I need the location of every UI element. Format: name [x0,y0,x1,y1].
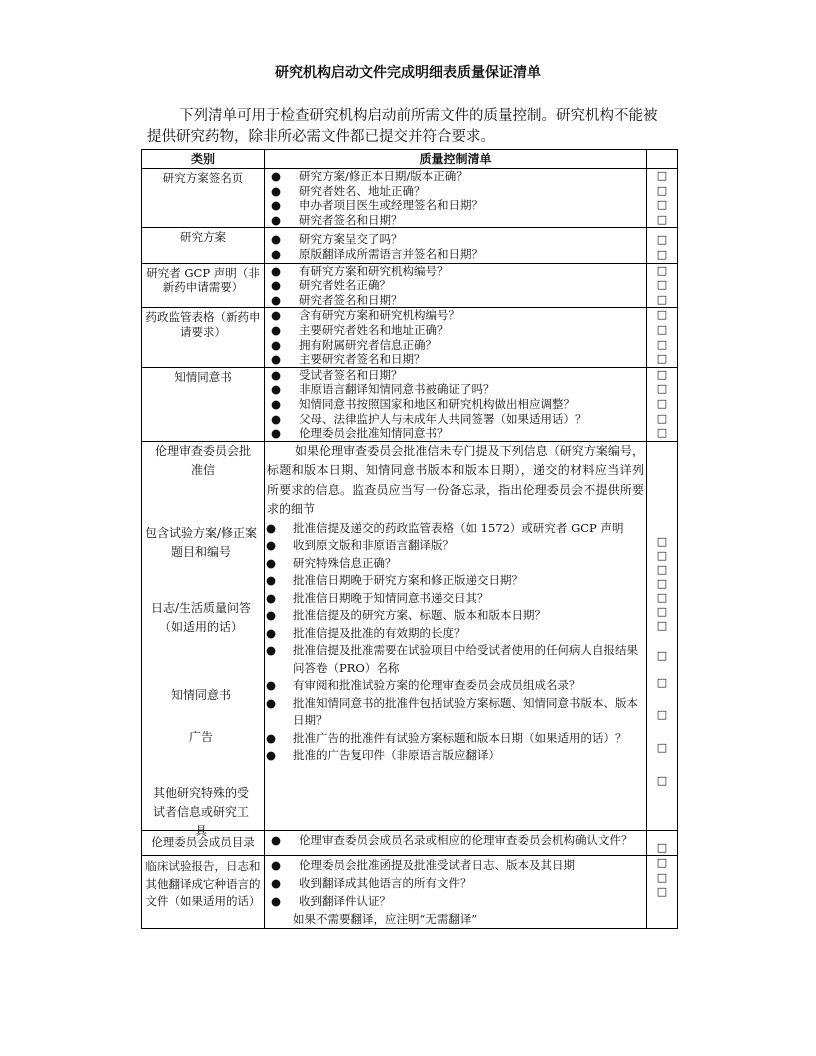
checklist-item-text: 伦理审查委员会成员名录或相应的伦理审查委员会机构确认文件？ [299,832,633,847]
ethics-sublabel: 包含试验方案/修正案题目和编号 [144,525,258,559]
bullet-icon: ● [266,643,277,658]
members-row-items-cell [265,830,647,856]
checklist-item [265,520,646,538]
bullet-icon: ● [266,748,277,763]
checklist-item [265,308,646,323]
section-row-category: 研究者 GCP 声明（非新药申请需要） [142,263,265,308]
checklist-item [265,323,646,338]
section-row-items [265,368,646,441]
section-row-category: 药政监管表格（新药申请要求） [142,308,265,367]
checkbox[interactable]: □ [656,308,668,322]
checkbox[interactable]: □ [656,856,668,870]
checklist-item [265,247,646,262]
checklist-item-text: 原版翻译成所需语言并签名和日期？ [299,246,483,261]
section-row-items [265,308,646,366]
checkbox[interactable]: □ [656,337,668,351]
bullet-icon: ● [271,292,282,307]
checklist-item [265,169,646,184]
checklist-item-text: 研究特殊信息正确？ [293,555,397,570]
section-row-check-cell [647,169,678,228]
bullet-icon: ● [271,212,282,227]
checklist-item-text: 批准的广告复印件（非原语言版应翻译） [293,748,500,763]
translation-row-items-cell [265,856,647,929]
checkbox[interactable]: □ [656,590,668,604]
bullet-icon: ● [271,263,282,278]
section-row-items [265,232,646,261]
bullet-icon: ● [266,555,277,570]
bullet-icon: ● [271,169,282,183]
bullet-icon: ● [271,232,282,247]
checkbox[interactable]: □ [656,707,668,721]
checklist-item-text: 研究者签名和日期？ [299,212,403,227]
bullet-icon: ● [271,858,282,873]
checkbox[interactable]: □ [656,183,668,197]
bullet-icon: ● [271,198,282,213]
checklist-item-text: 有审阅和批准试验方案的伦理审查委员会成员组成名录？ [293,678,581,693]
checklist-item-text: 有研究方案和研究机构编号？ [299,263,449,278]
bullet-icon: ● [266,678,277,693]
bullet-icon: ● [271,322,282,337]
checklist-item-text: 批准知情同意书的批准件包括试验方案标题、知情同意书版本、版本日期？ [293,695,638,728]
checklist-item-text: 批准信日期晚于研究方案和修正版递交日期？ [293,573,523,588]
section-row-items-cell [265,169,647,228]
checklist-item-text: 研究方案/修正本日期/版本正确？ [299,169,468,183]
ethics-category: 伦理审查委员会批准信 [154,443,251,477]
ethics-category-cell [142,441,265,838]
checklist-item [265,426,646,441]
bullet-icon: ● [271,894,282,909]
members-row-check-cell [647,830,678,856]
bullet-icon: ● [271,367,282,382]
checklist-item [265,730,646,748]
header-category: 类别 [142,150,265,169]
checklist-item-text: 研究者签名和日期？ [299,292,403,307]
checkbox[interactable]: □ [656,396,668,410]
section-row-category: 研究方案 [142,228,265,263]
ethics-check-cell [647,441,678,830]
checklist-item-text: 批准信提及批准的有效期的长度？ [293,625,466,640]
checkbox[interactable]: □ [656,367,668,381]
members-row-items [265,831,646,850]
bullet-icon: ● [271,426,282,441]
translation-row-check-cell [647,856,678,929]
section-row [142,263,678,308]
ethics-row [142,441,678,830]
checklist-item-text: 拥有附属研究者信息正确？ [299,337,437,352]
checklist-item [265,831,646,850]
checklist-item [265,232,646,247]
section-row-check-cell [647,308,678,367]
checklist-item [265,264,646,279]
checkbox[interactable]: □ [656,411,668,425]
checkbox[interactable]: □ [656,263,668,277]
checklist-item-text: 含有研究方案和研究机构编号？ [299,308,460,323]
page-title: 研究机构启动文件完成明细表质量保证清单 [275,65,541,81]
translation-row [142,856,678,929]
ethics-sublabel: 其他研究特殊的受试者信息或研究工具 [152,785,249,838]
bullet-icon: ● [266,625,277,640]
checklist-item [265,555,646,573]
bullet-icon: ● [266,590,277,605]
checkbox[interactable]: □ [656,675,668,689]
checklist-item [265,747,646,765]
translation-row-note: 如果不需要翻译，应注明“无需翻译” [293,912,478,927]
checkbox[interactable]: □ [656,198,668,212]
bullet-icon: ● [271,832,282,847]
checklist-item [265,412,646,427]
checklist-item [265,695,646,730]
ethics-paragraph: 如果伦理审查委员会批准信未专门提及下列信息（研究方案编号，标题和版本日期、知情同意书版本和版本日期），递交的材料应当详列所要求的信息。监查员应当写一份备忘录，指出伦理委员会不提供所要求的细节 [267,443,644,517]
checklist-item-text: 批准广告的批准件有试验方案标题和版本日期（如果适用的话）？ [293,730,627,745]
translation-row-items [265,856,646,910]
checklist-item-text: 批准信提及批准需要在试验项目中给受试者使用的任何病人自报结果问答卷（PRO）名称 [293,643,638,675]
checklist-item-text: 研究方案呈交了吗？ [299,232,403,247]
checklist-item-text: 主要研究者签名和日期？ [299,352,426,367]
checkbox[interactable]: □ [656,773,668,787]
checklist-item [265,856,646,874]
checklist-item-text: 收到翻译成其他语言的所有文件？ [299,876,472,891]
section-row [142,308,678,367]
checkbox[interactable]: □ [656,534,668,548]
checkbox[interactable]: □ [656,740,668,754]
checklist-item [265,677,646,695]
bullet-icon: ● [271,352,282,367]
checklist-item [265,642,646,677]
checklist-item [265,874,646,892]
ethics-checklist-cell [265,441,647,830]
checklist-item [265,352,646,367]
translation-row-category: 临床试验报告，日志和其他翻译成它种语言的文件（如果适用的话） [142,856,265,929]
checkbox[interactable]: □ [656,576,668,590]
checklist-item [265,607,646,625]
bullet-icon: ● [266,730,277,745]
checklist-item-text: 伦理委员会批准函提及批准受试者日志、版本及其日期 [299,858,575,873]
checkbox[interactable]: □ [656,212,668,226]
bullet-icon: ● [271,183,282,198]
intro-paragraph: 下列清单可用于检查研究机构启动前所需文件的质量控制。研究机构不能被 提供研究药物，除非所必需文件都已提交并符合要求。 [147,108,658,145]
ethics-sublabel: 广告 [188,729,213,744]
section-row-items-cell [265,228,647,263]
section-row [142,228,678,263]
checklist-item-text: 批准信提及的研究方案、标题、版本和版本日期？ [293,608,546,623]
checkbox[interactable]: □ [656,352,668,366]
bullet-icon: ● [271,411,282,426]
checkbox[interactable]: □ [656,548,668,562]
section-row-category: 研究方案签名页 [142,169,265,228]
checklist-item-text: 研究者姓名正确？ [299,278,391,293]
checklist-item-text: 批准信日期晚于知情同意书递交日其？ [293,590,489,605]
members-row-category: 伦理委员会成员目录 [142,830,265,856]
header-check [647,150,678,169]
ethics-sublabel: 知情同意书 [170,687,231,702]
bullet-icon: ● [271,308,282,323]
bullet-icon: ● [271,382,282,397]
checkbox[interactable]: □ [656,604,668,618]
checklist-item [265,382,646,397]
ethics-sublabel: 日志/生活质量问答（如适用的话） [150,600,252,634]
checklist-item [265,892,646,910]
checklist-item-text: 受试者签名和日期？ [299,367,403,382]
checkbox[interactable]: □ [656,618,668,632]
bullet-icon: ● [271,396,282,411]
checklist-item-text: 非原语言翻译知情同意书被确证了吗？ [299,382,495,397]
checkbox[interactable]: □ [656,278,668,292]
checklist-item [265,625,646,643]
ethics-items [265,520,646,765]
checklist-item-text: 收到原文版和非原语言翻译版？ [293,538,454,553]
section-row [142,367,678,441]
checklist-item-text: 收到翻译件认证？ [299,894,391,909]
section-row-category: 知情同意书 [142,367,265,441]
checklist-item [265,338,646,353]
section-row-check-cell [647,367,678,441]
bullet-icon: ● [266,538,277,553]
bullet-icon: ● [271,876,282,891]
bullet-icon: ● [266,520,277,535]
bullet-icon: ● [266,573,277,588]
checklist-item [265,184,646,199]
checkbox[interactable]: □ [656,885,668,899]
checklist-item-text: 批准信提及递交的药政监管表格（如 1572）或研究者 GCP 声明 [293,520,624,535]
section-row-items-cell [265,367,647,441]
checkbox[interactable]: □ [656,562,668,576]
checklist-item-text: 伦理委员会批准知情同意书？ [299,426,449,441]
qc-checklist-table [141,149,678,929]
header-checklist: 质量控制清单 [265,150,647,169]
header-row [142,150,678,169]
section-row-check-cell [647,263,678,308]
checklist-item-text: 父母、法律监护人与未成年人共同签署（如果适用话）？ [299,411,587,426]
section-row [142,169,678,228]
checkbox[interactable]: □ [656,292,668,306]
checkbox[interactable]: □ [656,382,668,396]
checklist-item [265,293,646,308]
checkbox[interactable]: □ [656,870,668,884]
bullet-icon: ● [271,278,282,293]
section-row-check-cell [647,228,678,263]
checklist-item [265,572,646,590]
bullet-icon: ● [271,337,282,352]
section-row-items [265,169,646,227]
bullet-icon: ● [266,695,277,710]
checkbox[interactable]: □ [656,233,668,247]
checklist-item [265,397,646,412]
checkbox[interactable]: □ [656,648,668,662]
bullet-icon: ● [271,246,282,261]
checkbox[interactable]: □ [656,840,668,854]
checkbox[interactable]: □ [656,322,668,336]
checklist-item-text: 申办者项目医生或经理签名和日期？ [299,198,483,213]
section-row-items [265,264,646,308]
checklist-item [265,213,646,228]
checkbox[interactable]: □ [656,247,668,261]
checklist-item-text: 研究者姓名、地址正确？ [299,183,426,198]
bullet-icon: ● [266,608,277,623]
checklist-item [265,537,646,555]
checklist-item-text: 主要研究者姓名和地址正确？ [299,322,449,337]
checklist-item [265,590,646,608]
checklist-item [265,198,646,213]
section-row-items-cell [265,308,647,367]
checklist-item [265,368,646,383]
checkbox[interactable]: □ [656,426,668,440]
checklist-item-text: 知情同意书按照国家和地区和研究机构做出相应调整？ [299,396,575,411]
section-row-items-cell [265,263,647,308]
checkbox[interactable]: □ [656,169,668,182]
checklist-item [265,278,646,293]
